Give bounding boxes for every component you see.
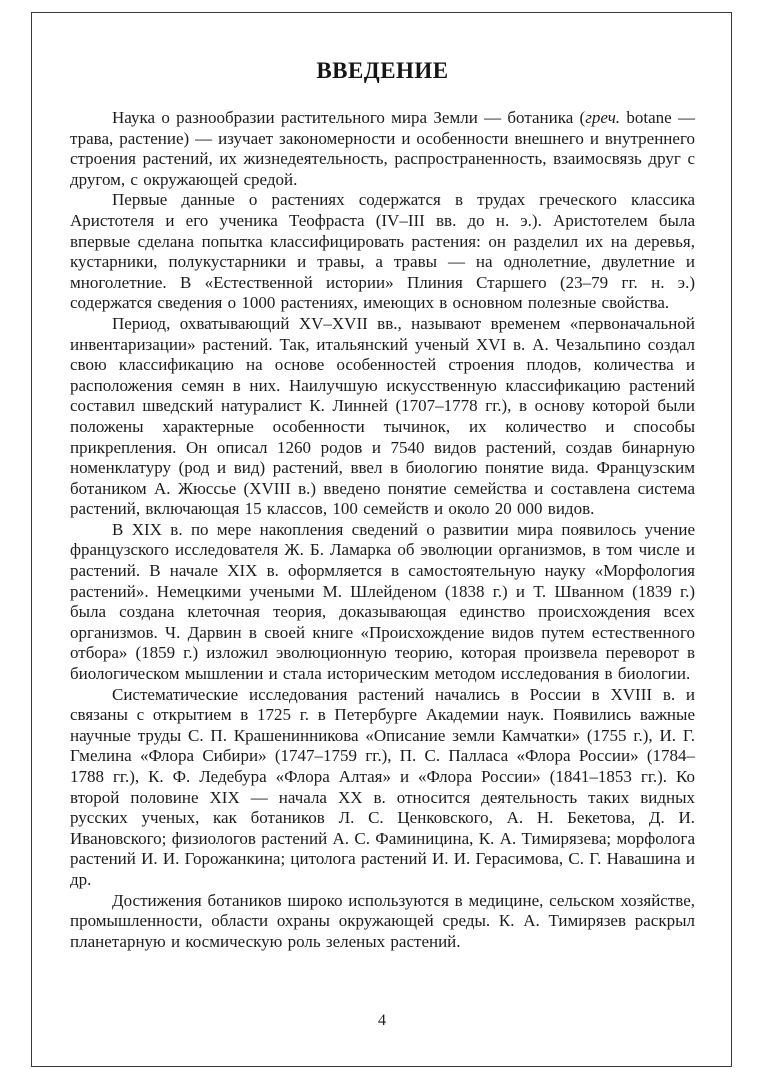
- paragraph-intro: [70, 108, 695, 190]
- paragraph-6: Достижения ботаников широко используются в медицине, сельском хозяйстве, промышленности, области охраны окружающей среды. К. А. Тимирязев раскрыл планетарную и космическую роль зеленых растений.: [70, 890, 695, 951]
- page-title: ВВЕДЕНИЕ: [316, 58, 449, 83]
- paragraph-intro-text: botane — трава, растение) — изучает закономерности и особенности внешнего и внутреннего строения растений, их жизнедеятельность, распространенность, взаимосвязь друг с другом, с окружающей средой.: [70, 108, 695, 189]
- paragraph-intro-text: Наука о разнообразии растительного мира Земли — ботаника (: [112, 108, 586, 127]
- paragraph-4: В XIX в. по мере накопления сведений о развитии мира появилось учение французского исследователя Ж. Б. Ламарка об эволюции организмов, в том числе и растений. В начале XIX в. оформляется в самостоятельную науку «Морфология растений». Немецкими учеными М. Шлейденом (1838 г.) и Т. Шванном (1839 г.) была создана клеточная теория, доказывающая единство происхождения всех организмов. Ч. Дарвин в своей книге «Происхождение видов путем естественного отбора» (1859 г.) изложил эволюционную теорию, которая произвела переворот в биологическом мышлении и стала историческим методом исследования в биологии.: [70, 519, 695, 684]
- paragraph-5: Систематические исследования растений начались в России в XVIII в. и связаны с открытием в 1725 г. в Петербурге Академии наук. Появились важные научные труды С. П. Крашенинникова «Описание земли Камчатки» (1755 г.), И. Г. Гмелина «Флора Сибири» (1747–1759 гг.), П. С. Палласа «Флора России» (1784–1788 гг.), К. Ф. Ледебура «Флора Алтая» и «Флора России» (1841–1853 гг.). Ко второй половине XIX — начала XX в. относится деятельность таких видных русских ученых, как ботаников Л. С. Ценковского, А. Н. Бекетова, Д. И. Ивановского; физиологов растений А. С. Фаминицина, К. А. Тимирязева; морфолога растений И. И. Горожанкина; цитолога растений И. И. Герасимова, С. Г. Навашина и др.: [70, 684, 695, 889]
- paragraph-3: Период, охватывающий XV–XVII вв., называют временем «первоначальной инвентаризации» растений. Так, итальянский ученый XVI в. А. Чезальпино создал свою классификацию на основе особенностей строения плодов, количества и расположения семян в них. Наилучшую искусственную классификацию растений составил шведский натуралист К. Линней (1707–1778 гг.), в основу которой были положены характерные особенности тычинок, их количество и способы прикрепления. Он описал 1260 родов и 7540 видов растений, создав бинарную номенклатуру (род и вид) растений, ввел в биологию понятие вида. Французским ботаником А. Жюссье (XVIII в.) введено понятие семейства и составлена система растений, включающая 15 классов, 100 семейств и около 20 000 видов.: [70, 313, 695, 519]
- page-content: [70, 58, 695, 952]
- page-number: 4: [378, 1012, 386, 1029]
- greek-language-label: греч.: [585, 108, 621, 127]
- paragraph-2: Первые данные о растениях содержатся в трудах греческого классика Аристотеля и его ученика Теофраста (IV–III вв. до н. э.). Аристотелем была впервые сделана попытка классифицировать растения: он разделил их на деревья, кустарники, полукустарники и травы, а травы — на однолетние, двулетние и многолетние. В «Естественной истории» Плиния Старшего (23–79 гг. н. э.) содержатся сведения о 1000 растениях, имеющих в основном полезные свойства.: [70, 190, 695, 313]
